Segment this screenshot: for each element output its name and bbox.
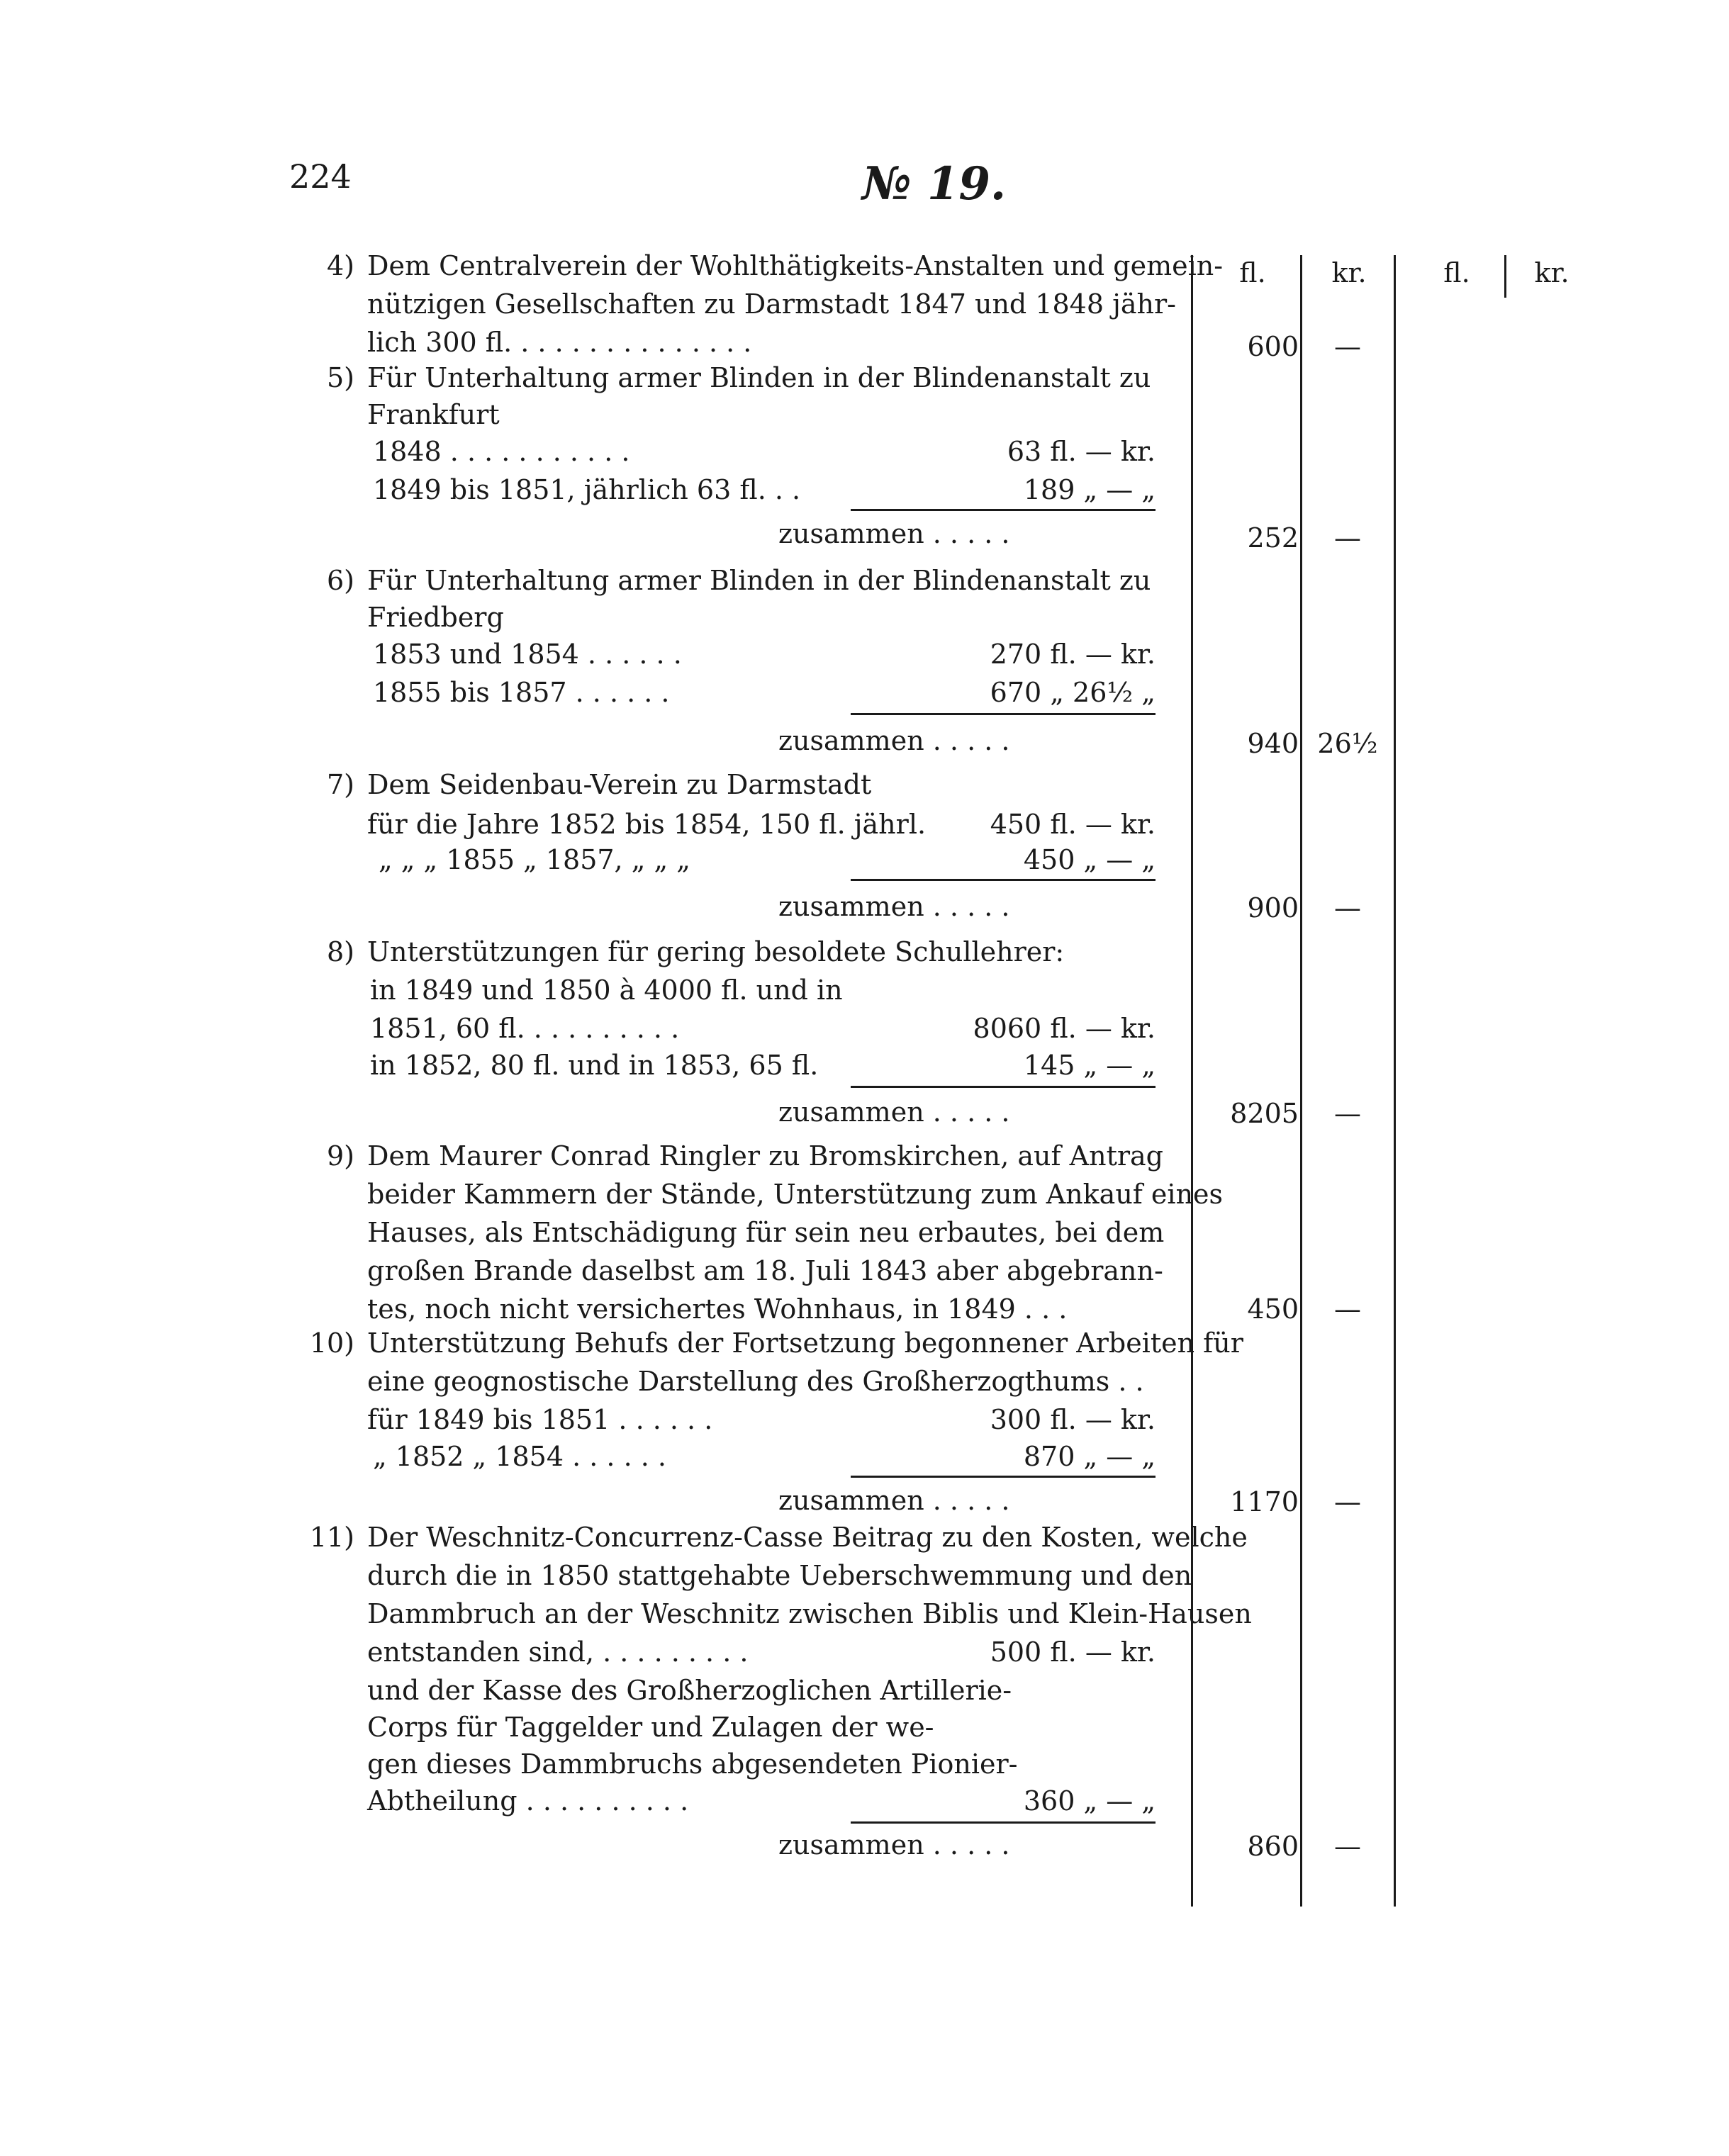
item-text-line: durch die in 1850 stattgehabte Ueberschwemmung und den	[367, 1560, 1192, 1591]
sum-rule	[851, 713, 1156, 715]
amount-fl: 1170	[1230, 1486, 1299, 1517]
sum-rule	[851, 1086, 1156, 1088]
column-header-fl-total: fl.	[1443, 257, 1470, 288]
sub-row-amount: 270 fl. — kr.	[990, 639, 1156, 670]
item-text-line: Friedberg	[367, 602, 504, 633]
sub-row-amount: 300 fl. — kr.	[990, 1404, 1156, 1435]
sub-row-amount: 450 „ — „	[1023, 844, 1156, 875]
column-rule	[1504, 255, 1506, 298]
sum-label: zusammen . . . . .	[778, 1096, 1010, 1128]
sub-row-label: für die Jahre 1852 bis 1854, 150 fl. jährl.	[367, 809, 927, 840]
sum-label: zusammen . . . . .	[778, 1485, 1010, 1516]
item-text-line: Unterstützung Behufs der Fortsetzung begonnener Arbeiten für	[367, 1327, 1243, 1359]
sub-row-label: für 1849 bis 1851 . . . . . .	[367, 1404, 713, 1435]
item-number: 8)	[326, 936, 354, 967]
item-number: 4)	[326, 250, 354, 281]
sub-row-amount: 145 „ — „	[1023, 1050, 1156, 1081]
amount-kr: —	[1334, 1098, 1361, 1129]
item-text-line: großen Brande daselbst am 18. Juli 1843 aber abgebrann-	[367, 1255, 1163, 1286]
item-number: 7)	[326, 769, 354, 800]
column-rule	[1394, 255, 1396, 1907]
item-text-line: Hauses, als Entschädigung für sein neu erbautes, bei dem	[367, 1217, 1165, 1248]
sub-row-amount: 670 „ 26½ „	[990, 677, 1156, 708]
amount-fl: 940	[1247, 728, 1299, 759]
sum-label: zusammen . . . . .	[778, 1829, 1010, 1860]
item-number: 9)	[326, 1140, 354, 1172]
sub-row-amount: 450 fl. — kr.	[990, 809, 1156, 840]
item-text-line: Corps für Taggelder und Zulagen der we-	[367, 1712, 934, 1743]
sub-row-amount: 870 „ — „	[1023, 1441, 1156, 1472]
item-text-line: und der Kasse des Großherzoglichen Artillerie-	[367, 1675, 1012, 1706]
document-number: № 19.	[862, 157, 1007, 210]
sum-label: zusammen . . . . .	[778, 891, 1010, 922]
item-text-line: beider Kammern der Stände, Unterstützung zum Ankauf eines	[367, 1179, 1224, 1210]
sub-row-label: 1853 und 1854 . . . . . .	[373, 639, 682, 670]
amount-kr: —	[1334, 522, 1361, 554]
sub-row-amount: 8060 fl. — kr.	[973, 1013, 1156, 1044]
sum-rule	[851, 1821, 1156, 1824]
amount-kr: —	[1334, 892, 1361, 923]
item-text-line: Frankfurt	[367, 399, 500, 430]
item-text-line: eine geognostische Darstellung des Großherzogthums . .	[367, 1366, 1144, 1397]
item-text-line: lich 300 fl. . . . . . . . . . . . . . .	[367, 327, 752, 358]
sub-row-label: „ „ „ 1855 „ 1857, „ „ „	[379, 844, 690, 875]
page-number: 224	[289, 157, 352, 196]
sub-row-amount: 360 „ — „	[1023, 1785, 1156, 1817]
sum-rule	[851, 509, 1156, 511]
item-text-line: Unterstützungen für gering besoldete Schullehrer:	[367, 936, 1065, 967]
sub-row-label: „ 1852 „ 1854 . . . . . .	[373, 1441, 666, 1472]
sub-row-amount: 189 „ — „	[1023, 474, 1156, 505]
column-header-kr-total: kr.	[1534, 257, 1569, 288]
item-text-line: in 1849 und 1850 à 4000 fl. und in	[370, 975, 843, 1006]
amount-kr: —	[1334, 1293, 1361, 1325]
sum-label: zusammen . . . . .	[778, 725, 1010, 756]
item-text-line: Der Weschnitz-Concurrenz-Casse Beitrag zu den Kosten, welche	[367, 1522, 1248, 1553]
amount-fl: 252	[1247, 522, 1299, 554]
sum-rule	[851, 1476, 1156, 1478]
amount-fl: 860	[1247, 1831, 1299, 1862]
column-rule	[1191, 255, 1193, 1907]
amount-kr: 26½	[1317, 728, 1378, 759]
item-text-line: gen dieses Dammbruchs abgesendeten Pionier-	[367, 1748, 1018, 1780]
sub-row-label: in 1852, 80 fl. und in 1853, 65 fl.	[370, 1050, 819, 1081]
item-text-line: nützigen Gesellschaften zu Darmstadt 1847 und 1848 jähr-	[367, 288, 1177, 320]
column-header-kr: kr.	[1331, 257, 1367, 288]
item-number: 6)	[326, 565, 354, 596]
item-text-line: Dem Maurer Conrad Ringler zu Bromskirchen, auf Antrag	[367, 1140, 1164, 1172]
sub-row-label: 1855 bis 1857 . . . . . .	[373, 677, 670, 708]
sub-row-label: Abtheilung . . . . . . . . . .	[367, 1785, 689, 1817]
item-text-line: tes, noch nicht versichertes Wohnhaus, in 1849 . . .	[367, 1293, 1068, 1325]
sum-label: zusammen . . . . .	[778, 518, 1010, 549]
item-text-line: Dem Centralverein der Wohlthätigkeits-Anstalten und gemein-	[367, 250, 1224, 281]
amount-fl: 8205	[1230, 1098, 1299, 1129]
column-header-fl: fl.	[1239, 257, 1266, 288]
amount-kr: —	[1334, 1831, 1361, 1862]
amount-kr: —	[1334, 1486, 1361, 1517]
sub-row-label: 1849 bis 1851, jährlich 63 fl. . .	[373, 474, 801, 505]
amount-fl: 900	[1247, 892, 1299, 923]
amount-fl: 450	[1247, 1293, 1299, 1325]
item-number: 10)	[309, 1327, 354, 1359]
sub-row-amount: 63 fl. — kr.	[1007, 436, 1156, 467]
amount-fl: 600	[1247, 331, 1299, 362]
sub-row-amount: 500 fl. — kr.	[990, 1636, 1156, 1668]
sub-row-label: entstanden sind, . . . . . . . . .	[367, 1636, 749, 1668]
item-text-line: Dammbruch an der Weschnitz zwischen Biblis und Klein-Hausen	[367, 1598, 1252, 1629]
item-number: 5)	[326, 362, 354, 393]
sub-row-label: 1851, 60 fl. . . . . . . . . .	[370, 1013, 680, 1044]
item-text-line: Für Unterhaltung armer Blinden in der Blindenanstalt zu	[367, 362, 1151, 393]
sum-rule	[851, 879, 1156, 881]
sub-row-label: 1848 . . . . . . . . . . .	[373, 436, 630, 467]
amount-kr: —	[1334, 331, 1361, 362]
column-rule	[1300, 255, 1302, 1907]
item-text-line: Für Unterhaltung armer Blinden in der Blindenanstalt zu	[367, 565, 1151, 596]
item-text-line: Dem Seidenbau-Verein zu Darmstadt	[367, 769, 872, 800]
item-number: 11)	[309, 1522, 354, 1553]
